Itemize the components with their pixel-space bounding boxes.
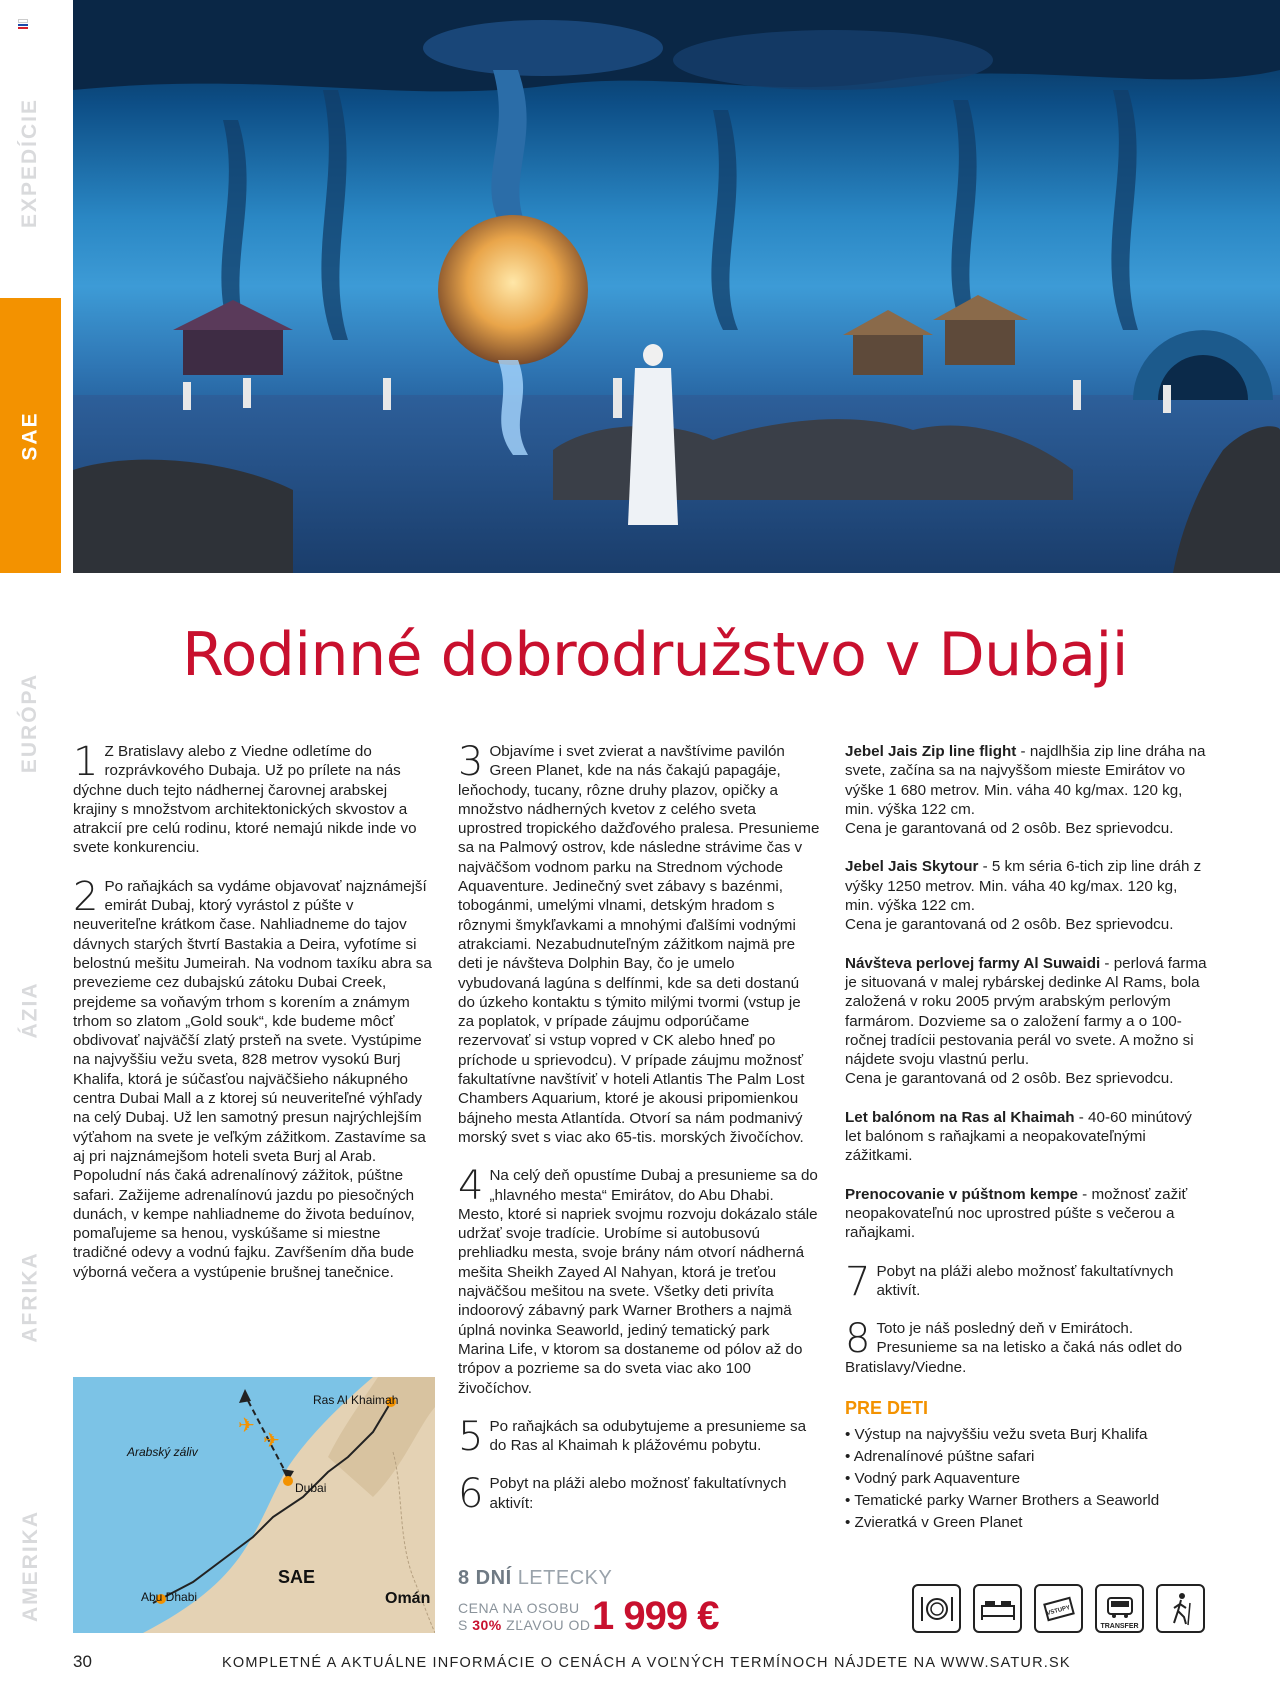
pre-deti-title: PRE DETI <box>845 1398 929 1419</box>
list-item: • Adrenalínové púštne safari <box>845 1446 1210 1468</box>
activity-5: Prenocovanie v púštnom kempe - možnosť zažiť neopakovateľnú noc uprostred púšte s večerou a raňajkami. <box>845 1185 1188 1242</box>
page-title: Rodinné dobrodružstvo v Dubaji <box>182 620 1128 690</box>
footer-note: KOMPLETNÉ A AKTUÁLNE INFORMÁCIE O CENÁCH A VOĽNÝCH TERMÍNOCH NÁJDETE NA WWW.SATUR.SK <box>222 1655 1071 1671</box>
itinerary-column-2 <box>458 739 820 1532</box>
hero-photo <box>73 0 1280 573</box>
day-6: 6 Pobyt na pláži alebo možnosť fakultatívnych aktivít: <box>458 1471 787 1518</box>
tab-sae[interactable]: SAE <box>0 298 61 573</box>
activity-4: Let balónom na Ras al Khaimah - 40-60 minútový let balónom s raňajkami a neopakovateľnými zážitkami. <box>845 1108 1192 1165</box>
bed-icon <box>973 1584 1022 1633</box>
tab-azia[interactable]: ÁZIA <box>0 872 61 1147</box>
trip-duration: 8 DNÍ LETECKY <box>458 1567 613 1589</box>
meal-icon <box>912 1584 961 1633</box>
activity-2: Jebel Jais Skytour - 5 km séria 6-tich zip line dráh z výšky 1250 metrov. Min. váha 40 kg/max. 120 kg, min. výška 122 cm. Cena je garantovaná od 2 osôb. Bez sprievodcu. <box>845 858 1202 934</box>
itinerary-column-1 <box>73 739 433 1301</box>
itinerary-column-3 <box>845 742 1210 1534</box>
list-item: • Výstup na najvyššiu vežu sveta Burj Khalifa <box>845 1424 1210 1446</box>
price-caption: CENA NA OSOBU S 30% ZĽAVOU OD <box>458 1600 591 1633</box>
transfer-icon: TRANSFER <box>1095 1584 1144 1633</box>
svg-text:✈: ✈ <box>238 1415 255 1437</box>
service-icons <box>912 1584 1205 1633</box>
price-value: 1 999 € <box>592 1594 719 1638</box>
activity-1: Jebel Jais Zip line flight - najdlhšia zip line dráha na svete, začína sa na najvyššom mieste Emirátov vo výške 1 680 metrov. Min. váha 40 kg/max. 120 kg, min. výška 122 cm. Cena je garantovaná od 2 osôb. Bez sprievodcu. <box>845 743 1206 838</box>
hiking-icon <box>1156 1584 1205 1633</box>
route-map: ✈ ✈ Arabský záliv Ras Al Khaimah Dubai SAE Abu Dhabi Omán <box>73 1377 435 1633</box>
day-5: 5 Po raňajkách sa odubytujeme a presunieme sa do Ras al Khaimah k plážovému pobytu. <box>458 1413 807 1460</box>
day-2: 2 Po raňajkách sa vydáme objavovať najznámejší emirát Dubaj, ktorý vyrástol z púšte v neuveriteľne krátkom čase. Nahliadneme do tajov dávnych starých štvrtí Bastakia a Deira, vyfotíme si belostnú mešitu Jumeirah. Na vodnom taxíku abra sa prevezieme cez dubajskú zátoku Dubai Creek, prejdeme sa voňavým trhom s korením a známym trhom so zlatom „Gold souk“, kde budeme môcť obdivovať najväčší zlatý prsteň na svete. Vystúpime na najvyššiu vežu sveta, 828 metrov vysokú Burj Khalifa, ktorá je súčasťou najväčšieho nákupného centra Dubai Mall a z ktorej sú neuveriteľné výhľady na celý Dubaj. Už len samotný presun najrýchlejším výťahom na svete je veľkým zážitkom. Zastavíme sa aj pri najznámejšom hoteli sveta Burj al Arab. Popoludní nás čaká adrenalínový zážitok, púštne safari. Zažijeme adrenalínovú jazdu po piesočných dunách, v kempe nahliadneme do života beduínov, pomaľujeme sa henou, vyskúšame si miestne tradičné odevy a vodnú fajku. Zavŕšením dňa bude výborná večera a vystúpenie brušnej tanečnice. <box>73 873 432 1281</box>
tab-amerika[interactable]: AMERIKA <box>0 1446 61 1686</box>
aquarium-scene-illustration <box>73 0 1280 573</box>
ticket-icon: VSTUPY <box>1034 1584 1083 1633</box>
svg-text:✈: ✈ <box>263 1430 280 1452</box>
page-number: 30 <box>73 1652 92 1671</box>
tab-europa[interactable]: EURÓPA <box>0 585 61 860</box>
pre-deti-list <box>845 1424 1210 1534</box>
list-item: • Tematické parky Warner Brothers a Seaworld <box>845 1490 1210 1512</box>
tab-afrika[interactable]: AFRIKA <box>0 1159 61 1434</box>
list-item: • Zvieratká v Green Planet <box>845 1512 1210 1534</box>
day-4: 4 Na celý deň opustíme Dubaj a presunieme sa do „hlavného mesta“ Emirátov, do Abu Dhabi. Mesto, ktoré si napriek svojmu rozvoju dokázalo stále udržať svoje tradície. Urobíme si autobusovú prehliadku mesta, svoje brány nám otvorí nádherná mešita Sheikh Zayed Al Nahyan, ktorá je treťou najväčšou mešitou na svete. Všetky deti privíta indoorový zábavný park Warner Brothers a najmä úplná novinka Seaworld, jediný tematický park Marina Life, v ktorom sa dostaneme od pólov až do trópov a pozrieme sa do sveta viac ako 100 živočíchov. <box>458 1163 818 1397</box>
language-flag-icon <box>18 19 28 27</box>
day-3: 3 Objavíme i svet zvierat a navštívime pavilón Green Planet, kde na nás čakajú papagáje, leňochody, tucany, rôzne druhy plazov, opičky a množstvo nádherných kvetov z celého sveta uprostred tropického dažďového pralesa. Presunieme sa na Palmový ostrov, kde následne strávime čas v najväčšom vodnom parku na Strednom východe Aquaventure. Jedinečný svet zábavy s bazénmi, tobogánmi, umelými vlnami, detským hradom s rôznymi šmykľavkami a mnohými ďalšími vodnými atrakciami. Nezabudnuteľným zážitkom najmä pre deti je návšteva Dolphin Bay, čo je umelo vybudovaná lagúna s delfínmi, kde sa deti dostanú do úzkeho kontaktu s týmito milými tvormi (vstup je za poplatok, v prípade záujmu odporúčame rezervovať si vstup vopred v CK alebo hneď po príchode u sprievodcu). V prípade záujmu možnosť fakultatívne navštíviť v hoteli Atlantis The Palm Lost Chambers Aquarium, ktoré je akousi pripomienkou bájneho mesta Atlantída. Otvorí sa nám podmanivý morský svet s viac ako 65-tis. morských živočíchov. <box>458 739 820 1146</box>
day-1: 1 Z Bratislavy alebo z Viedne odletíme do rozprávkového Dubaja. Už po prílete na nás dýchne duch tejto nádhernej čarovnej arabskej krajiny s množstvom architektonických skvostov a atrakcií pre celú rodinu, ktoré nemajú nikde inde vo svete konkurenciu. <box>73 739 417 857</box>
day-8: 8 Toto je náš posledný deň v Emirátoch. Presunieme sa na letisko a čaká nás odlet do Bratislavy/Viedne. <box>845 1316 1183 1376</box>
map-drawing <box>73 1377 435 1633</box>
tab-expedicie[interactable]: EXPEDÍCIE <box>0 40 61 285</box>
day-7: 7 Pobyt na pláži alebo možnosť fakultatívnych aktivít. <box>845 1258 1174 1305</box>
activity-3: Návšteva perlovej farmy Al Suwaidi - perlová farma je situovaná v malej rybárskej dedinke Al Rams, bola založená v roku 2005 prvým arabským perlovým farmárom. Dozvieme sa o založení farmy a o 100-ročnej tradícii pestovania perál vo svete. A možno si nájdete svoju vlastnú perlu. Cena je garantovaná od 2 osôb. Bez sprievodcu. <box>845 954 1207 1088</box>
list-item: • Vodný park Aquaventure <box>845 1468 1210 1490</box>
